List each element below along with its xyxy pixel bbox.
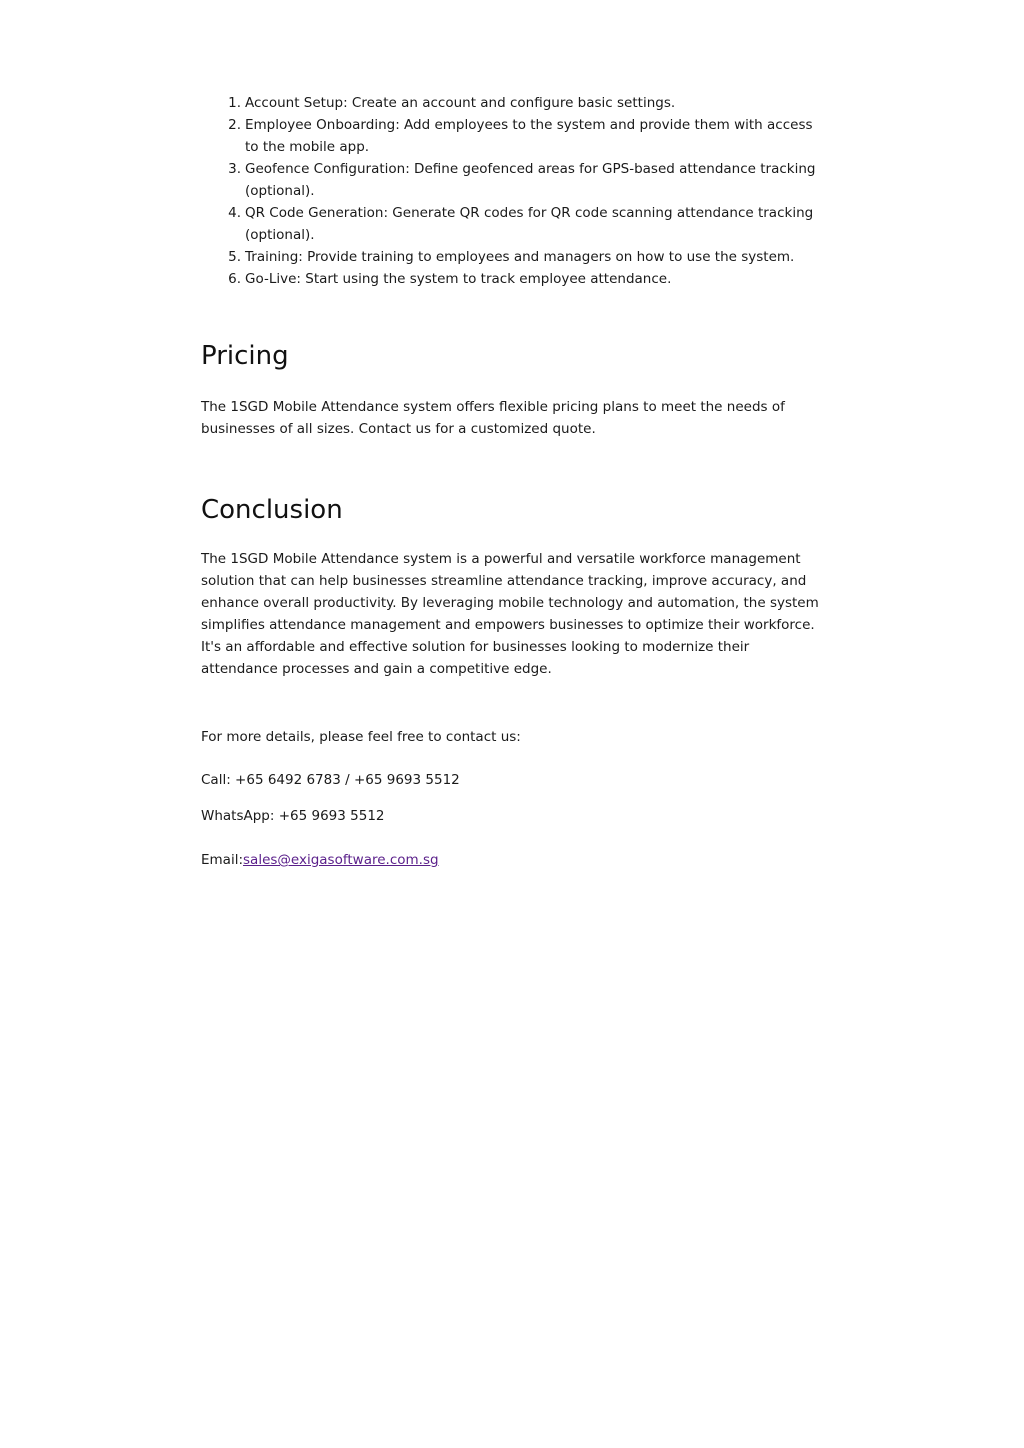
contact-email bbox=[201, 849, 821, 871]
pricing-heading: Pricing bbox=[201, 341, 289, 371]
list-item bbox=[201, 92, 821, 114]
list-item-text: Employee Onboarding: Add employees to the system and provide them with access to the mobile app. bbox=[245, 117, 813, 155]
contact-whatsapp: WhatsApp: +65 9693 5512 bbox=[201, 808, 385, 824]
conclusion-paragraph: The 1SGD Mobile Attendance system is a powerful and versatile workforce management solution that can help businesses streamline attendance tracking, improve accuracy, and enhance overall productivity. By leveraging mobile technology and automation, the system simplifies attendance management and empowers businesses to optimize their workforce. It's an affordable and effective solution for businesses looking to modernize their attendance processes and gain a competitive edge. bbox=[201, 551, 819, 677]
list-item-text: Account Setup: Create an account and configure basic settings. bbox=[245, 95, 676, 111]
email-label: Email: bbox=[201, 852, 244, 868]
list-item-text: Go-Live: Start using the system to track employee attendance. bbox=[245, 271, 672, 287]
list-item-number: 1. bbox=[228, 95, 241, 111]
list-item bbox=[201, 246, 821, 268]
pricing-paragraph: The 1SGD Mobile Attendance system offers flexible pricing plans to meet the needs of businesses of all sizes. Contact us for a customized quote. bbox=[201, 399, 785, 437]
list-item-number: 3. bbox=[228, 161, 241, 177]
contact-intro: For more details, please feel free to contact us: bbox=[201, 729, 521, 745]
conclusion-heading: Conclusion bbox=[201, 495, 343, 525]
implementation-steps-list bbox=[201, 92, 821, 290]
list-item-text: QR Code Generation: Generate QR codes for QR code scanning attendance tracking (optional). bbox=[245, 205, 814, 243]
list-item bbox=[201, 268, 821, 290]
list-item bbox=[201, 158, 821, 202]
list-item-text: Training: Provide training to employees and managers on how to use the system. bbox=[245, 249, 795, 265]
list-item bbox=[201, 202, 821, 246]
list-item-text: Geofence Configuration: Define geofenced areas for GPS-based attendance tracking (optional). bbox=[245, 161, 816, 199]
email-link[interactable]: sales@exigasoftware.com.sg bbox=[243, 852, 439, 868]
list-item bbox=[201, 114, 821, 158]
list-item-number: 6. bbox=[228, 271, 241, 287]
document-page bbox=[201, 92, 821, 871]
contact-call: Call: +65 6492 6783 / +65 9693 5512 bbox=[201, 772, 460, 788]
list-item-number: 2. bbox=[228, 117, 241, 133]
list-item-number: 5. bbox=[228, 249, 241, 265]
list-item-number: 4. bbox=[228, 205, 241, 221]
